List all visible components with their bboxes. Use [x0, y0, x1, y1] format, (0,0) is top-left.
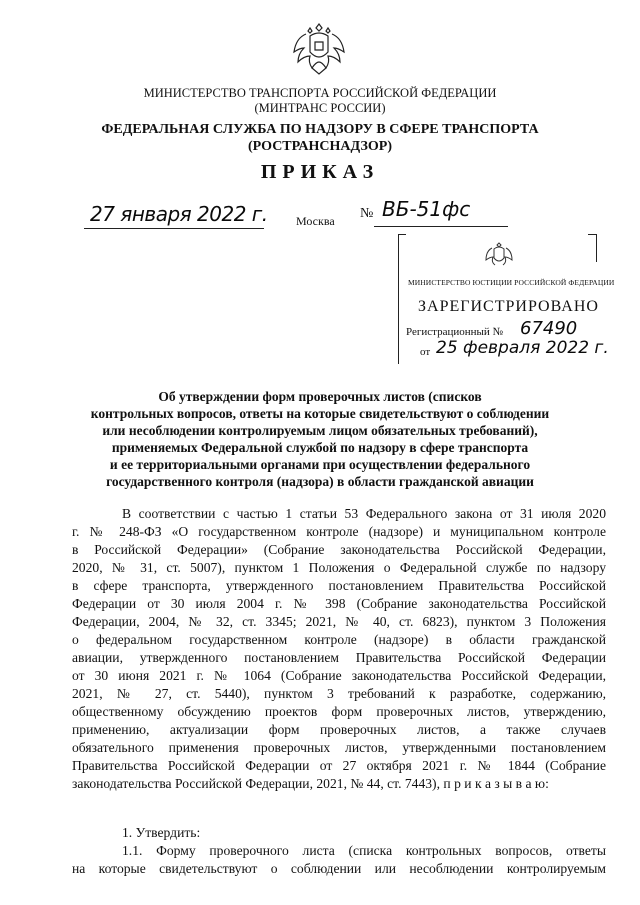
stamp-reg-number: 67490 [520, 318, 578, 339]
ministry-short-name: (МИНТРАНС РОССИИ) [254, 101, 386, 115]
preamble-line: 2021, № 27, ст. 5440), пунктом 3 требований к разработке, содержанию, [72, 686, 606, 701]
item-1: 1. Утвердить: [122, 825, 201, 840]
date-underline [84, 228, 264, 229]
order-number-label: № [360, 206, 374, 221]
number-underline [374, 226, 508, 227]
preamble-line: от 30 июня 2021 г. № 1064 (Собрание законодательства Российской Федерации, [72, 668, 606, 683]
preamble-line: обязательного применения проверочных листов, утвержденными постановлением [72, 740, 606, 755]
stamp-registered: ЗАРЕГИСТРИРОВАНО [418, 298, 599, 315]
order-date-handwritten: 27 января 2022 г. [90, 202, 268, 226]
preamble-line: Правительства Российской Федерации от 27 октября 2021 г. № 1844 (Собрание [72, 758, 606, 773]
preamble-last-line [72, 775, 606, 793]
service-name: ФЕДЕРАЛЬНАЯ СЛУЖБА ПО НАДЗОРУ В СФЕРЕ ТРАНСПОРТА [101, 122, 539, 137]
preamble-line: 2020, № 31, ст. 5007), пунктом 1 Положения о Федеральной службе по надзору [72, 560, 606, 575]
service-short-name: (РОСТРАНСНАДЗОР) [248, 139, 392, 154]
order-city: Москва [296, 214, 335, 228]
preamble-line: в Российской Федерации» (Собрание законодательства Российской Федерации, [72, 542, 606, 557]
stamp-frame-right [596, 234, 597, 262]
stamp-frame-left [398, 234, 399, 364]
preamble-paragraph [72, 505, 606, 793]
preamble-line: о федеральном государственном контроле (надзоре) в области гражданской [72, 632, 606, 647]
coat-of-arms-emblem [288, 18, 350, 80]
stamp-reg-date: 25 февраля 2022 г. [436, 338, 609, 358]
preamble-line: применению, актуализации форм проверочных листов, а также случаев [72, 722, 606, 737]
order-title: ПРИКАЗ [260, 161, 380, 183]
preamble-line: в сфере транспорта, утвержденного постановлением Правительства Российской [72, 578, 606, 593]
heading-line: контрольных вопросов, ответы на которые свидетельствуют о соблюдении [90, 406, 550, 421]
item-1-1-line: 1.1. Форму проверочного листа (списка контрольных вопросов, ответы [122, 843, 606, 858]
preamble-line: В соответствии с частью 1 статьи 53 Федерального закона от 31 июля 2020 [122, 506, 606, 521]
heading-line: и ее территориальными органами при осуществлении федерального [109, 457, 531, 472]
heading-line: государственного контроля (надзора) в области гражданской авиации [106, 474, 534, 489]
stamp-emblem-icon [484, 240, 514, 270]
stamp-reg-label: Регистрационный № [406, 326, 504, 338]
order-number-handwritten: ВБ-51фс [382, 197, 471, 221]
preamble-line: Федерации, 2004, № 32, ст. 3345; 2021, № 40, ст. 6823), пунктом 3 Положения [72, 614, 606, 629]
item-list [72, 824, 606, 878]
order-heading [60, 388, 580, 490]
preamble-line: общественному обсуждению проектов форм проверочных листов, утверждению, [72, 704, 606, 719]
stamp-ministry: МИНИСТЕРСТВО ЮСТИЦИИ РОССИЙСКОЙ ФЕДЕРАЦИИ [408, 278, 615, 287]
stamp-from-label: от [420, 346, 431, 358]
stamp-frame-top-right [588, 234, 596, 235]
decree-word: п р и к а з ы в а ю: [443, 776, 549, 791]
preamble-line: Федерации от 30 июля 2004 г. № 398 (Собрание законодательства Российской [72, 596, 606, 611]
item-1-1-line: на которые свидетельствуют о соблюдении или несоблюдении контролируемым [72, 861, 606, 876]
heading-line: применяемых Федеральной службой по надзору в сфере транспорта [111, 440, 529, 455]
preamble-line: авиации, утвержденного постановлением Правительства Российской Федерации [72, 650, 606, 665]
stamp-frame-top-left [398, 234, 406, 235]
heading-line: Об утверждении форм проверочных листов (списков [158, 389, 482, 404]
heading-line: или несоблюдении контролируемым лицом обязательных требований), [102, 423, 538, 438]
ministry-name: МИНИСТЕРСТВО ТРАНСПОРТА РОССИЙСКОЙ ФЕДЕРАЦИИ [143, 86, 497, 100]
preamble-last-text: законодательства Российской Федерации, 2021, № 44, ст. 7443), [72, 776, 440, 791]
preamble-line: г. № 248-ФЗ «О государственном контроле (надзоре) и муниципальном контроле [72, 524, 606, 539]
